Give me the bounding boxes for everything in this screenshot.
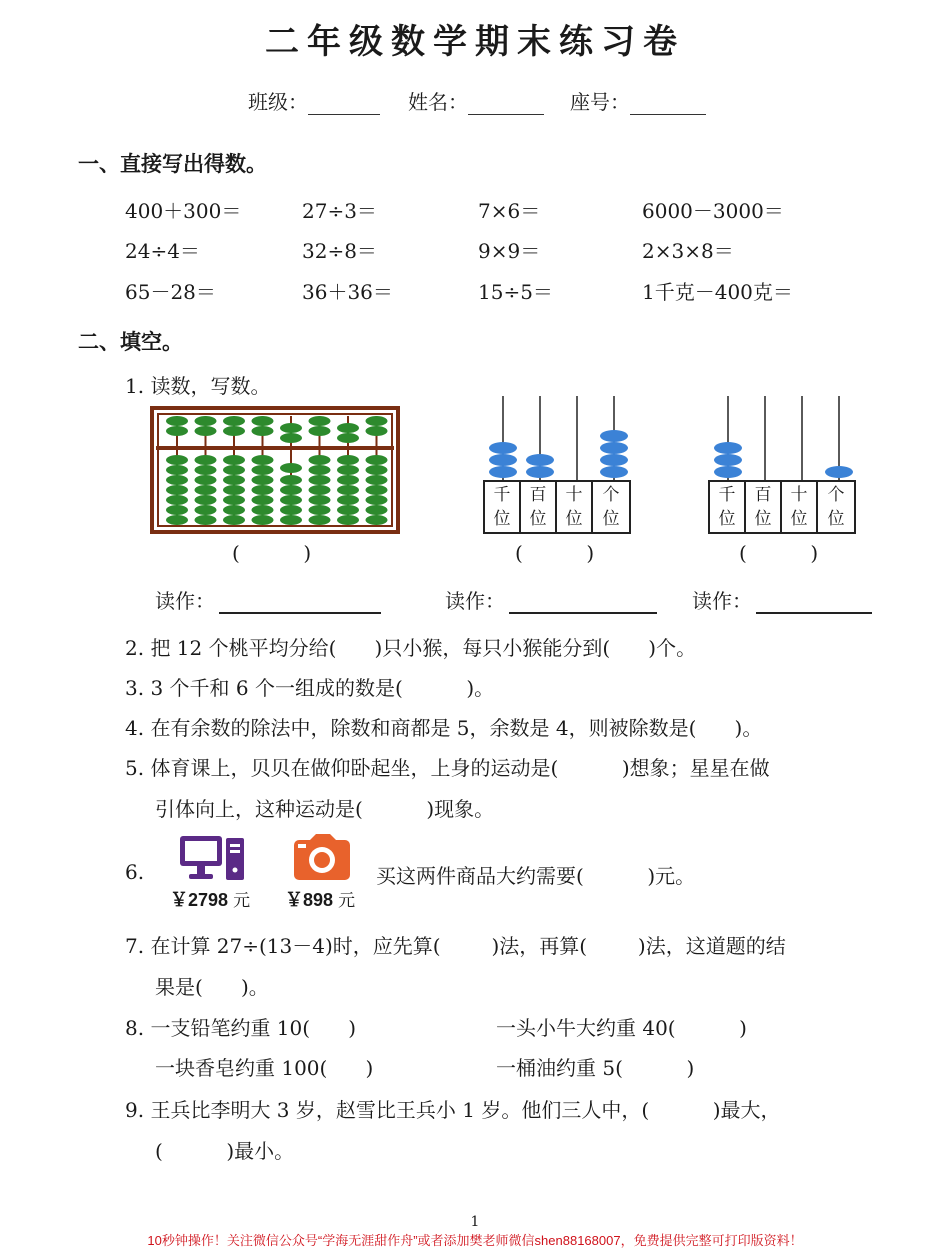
q1-text: 1. 读数，写数。 bbox=[125, 374, 271, 398]
abacus-bead bbox=[195, 485, 217, 495]
abacus-bead bbox=[195, 455, 217, 465]
read-blank[interactable] bbox=[219, 590, 381, 614]
calc-item: 400＋300＝ bbox=[125, 199, 242, 223]
place-thousands: 千 位 bbox=[485, 482, 521, 532]
abacus-bead bbox=[337, 423, 359, 433]
abacus-bead bbox=[223, 505, 245, 515]
abacus-bead bbox=[252, 515, 274, 525]
abacus-bead bbox=[252, 505, 274, 515]
place-value-box-1 bbox=[483, 480, 631, 534]
abacus-bead bbox=[223, 485, 245, 495]
abacus-bead bbox=[309, 426, 331, 436]
counter-frame-2-rods bbox=[705, 392, 865, 484]
q5-line2: 引体向上，这种运动是( )现象。 bbox=[155, 797, 495, 821]
abacus-bead bbox=[252, 426, 274, 436]
q7-line2: 果是( )。 bbox=[155, 975, 269, 999]
place-ones: 个 位 bbox=[827, 485, 845, 529]
section1-heading: 一、直接写出得数。 bbox=[78, 151, 267, 176]
calc-item: 1千克－400克＝ bbox=[642, 280, 793, 304]
abacus-bead bbox=[166, 495, 188, 505]
computer-price: ￥2798 元 bbox=[170, 890, 251, 910]
seat-blank[interactable] bbox=[630, 92, 706, 115]
abacus-bead bbox=[166, 515, 188, 525]
abacus-bead bbox=[280, 495, 302, 505]
read-label: 读作： bbox=[155, 589, 215, 613]
name-label: 姓名： bbox=[408, 90, 468, 114]
abacus-bead bbox=[309, 455, 331, 465]
abacus-bead bbox=[166, 455, 188, 465]
abacus-bead bbox=[252, 475, 274, 485]
abacus-bead bbox=[366, 475, 388, 485]
abacus-bead bbox=[309, 475, 331, 485]
place-ones: 个 位 bbox=[602, 485, 620, 529]
abacus-bead bbox=[280, 515, 302, 525]
abacus-bead bbox=[223, 465, 245, 475]
abacus-bead bbox=[223, 475, 245, 485]
counter-bead bbox=[714, 466, 742, 478]
counter-bead bbox=[714, 454, 742, 466]
abacus-bead bbox=[252, 455, 274, 465]
counter-bead bbox=[714, 442, 742, 454]
abacus-bead bbox=[195, 426, 217, 436]
abacus-bead bbox=[337, 465, 359, 475]
calc-item: 24÷4＝ bbox=[125, 239, 200, 263]
abacus-bead bbox=[195, 495, 217, 505]
abacus-bead bbox=[166, 485, 188, 495]
read-blank[interactable] bbox=[509, 590, 657, 614]
abacus-bead bbox=[280, 463, 302, 473]
abacus-bead bbox=[223, 495, 245, 505]
class-field bbox=[248, 86, 380, 115]
abacus-bead bbox=[366, 465, 388, 475]
abacus-bead bbox=[252, 495, 274, 505]
counter-bead bbox=[825, 466, 853, 478]
counter-bead bbox=[526, 466, 554, 478]
bead-abacus bbox=[150, 406, 400, 534]
abacus-bead bbox=[309, 505, 331, 515]
abacus-bead bbox=[280, 433, 302, 443]
read-label: 读作： bbox=[692, 589, 752, 613]
abacus-bead bbox=[223, 416, 245, 426]
abacus-bead bbox=[337, 485, 359, 495]
abacus-bead bbox=[166, 416, 188, 426]
place-thousands: 千 位 bbox=[710, 482, 746, 532]
counter-bead bbox=[600, 466, 628, 478]
abacus-bead bbox=[280, 475, 302, 485]
abacus-bead bbox=[280, 485, 302, 495]
q4-text: 4. 在有余数的除法中，除数和商都是 5，余数是 4，则被除数是( )。 bbox=[125, 716, 763, 740]
abacus-bead bbox=[309, 465, 331, 475]
page-number: 1 bbox=[470, 1214, 480, 1230]
place-hundreds: 百 位 bbox=[521, 482, 557, 532]
place-hundreds: 百 位 bbox=[746, 482, 782, 532]
abacus-bead bbox=[309, 515, 331, 525]
abacus-bead bbox=[252, 485, 274, 495]
abacus-frame bbox=[152, 408, 398, 532]
abacus-bead bbox=[337, 455, 359, 465]
abacus-bead bbox=[166, 426, 188, 436]
calc-item: 36＋36＝ bbox=[302, 280, 393, 304]
abacus-bead bbox=[195, 465, 217, 475]
q8-c: 一块香皂约重 100( ) bbox=[155, 1056, 374, 1080]
abacus-bead bbox=[366, 416, 388, 426]
abacus-bead bbox=[195, 515, 217, 525]
counter-bead bbox=[489, 466, 517, 478]
abacus-bead bbox=[166, 475, 188, 485]
counter-frame-1-rods bbox=[480, 392, 640, 484]
place-value-box-2 bbox=[708, 480, 856, 534]
abacus-bead bbox=[195, 505, 217, 515]
abacus-bead bbox=[309, 416, 331, 426]
abacus-bead bbox=[337, 475, 359, 485]
q8-b: 一头小牛大约重 40( ) bbox=[496, 1016, 747, 1040]
calc-item: 7×6＝ bbox=[478, 199, 541, 223]
abacus-bead bbox=[252, 465, 274, 475]
q6-text: 买这两件商品大约需要( )元。 bbox=[376, 864, 696, 888]
abacus-bead bbox=[366, 495, 388, 505]
abacus-bead bbox=[252, 416, 274, 426]
answer-paren-2[interactable]: ( ) bbox=[515, 541, 595, 565]
read-blank[interactable] bbox=[756, 590, 872, 614]
abacus-bead bbox=[223, 426, 245, 436]
calc-item: 65－28＝ bbox=[125, 280, 216, 304]
answer-paren-1[interactable]: ( ) bbox=[232, 541, 312, 565]
read-as-2 bbox=[445, 585, 657, 614]
abacus-bead bbox=[337, 515, 359, 525]
abacus-bead bbox=[337, 505, 359, 515]
q8-a: 8. 一支铅笔约重 10( ) bbox=[125, 1016, 356, 1040]
read-as-3 bbox=[692, 585, 872, 614]
place-tens: 十 位 bbox=[782, 482, 818, 532]
abacus-bead bbox=[280, 423, 302, 433]
computer-icon bbox=[178, 834, 248, 884]
q7-line1: 7. 在计算 27÷(13－4)时，应先算( )法，再算( )法，这道题的结 bbox=[125, 934, 786, 958]
camera-icon bbox=[292, 834, 352, 884]
counter-bead bbox=[526, 454, 554, 466]
abacus-bead bbox=[195, 475, 217, 485]
read-label: 读作： bbox=[445, 589, 505, 613]
abacus-bead bbox=[366, 426, 388, 436]
abacus-bead bbox=[223, 455, 245, 465]
counter-bead bbox=[600, 454, 628, 466]
class-blank[interactable] bbox=[308, 92, 380, 115]
abacus-bead bbox=[366, 515, 388, 525]
answer-paren-3[interactable]: ( ) bbox=[739, 541, 819, 565]
counter-bead bbox=[600, 430, 628, 442]
q3-text: 3. 3 个千和 6 个一组成的数是( )。 bbox=[125, 676, 495, 700]
q2-text: 2. 把 12 个桃平均分给( )只小猴，每只小猴能分到( )个。 bbox=[125, 636, 697, 660]
q5-line1: 5. 体育课上，贝贝在做仰卧起坐，上身的运动是( )想象；星星在做 bbox=[125, 756, 770, 780]
abacus-bead bbox=[309, 495, 331, 505]
calc-item: 27÷3＝ bbox=[302, 199, 377, 223]
abacus-bead bbox=[166, 505, 188, 515]
calc-item: 32÷8＝ bbox=[302, 239, 377, 263]
footer-notice: 10秒钟操作！关注微信公众号“学海无涯甜作舟”或者添加樊老师微信shen88168007，免费提供完整可打印版资料！ bbox=[147, 1233, 803, 1248]
abacus-bead bbox=[366, 455, 388, 465]
abacus-bead bbox=[166, 465, 188, 475]
abacus-bead bbox=[280, 505, 302, 515]
calc-item: 9×9＝ bbox=[478, 239, 541, 263]
q6-number: 6. bbox=[125, 860, 145, 884]
counter-bead bbox=[489, 442, 517, 454]
camera-price: ￥898 元 bbox=[285, 890, 356, 910]
calc-item: 6000－3000＝ bbox=[642, 199, 784, 223]
abacus-bead bbox=[337, 433, 359, 443]
abacus-bead bbox=[223, 515, 245, 525]
name-blank[interactable] bbox=[468, 92, 544, 115]
place-tens: 十 位 bbox=[557, 482, 593, 532]
page-title: 二年级数学期末练习卷 bbox=[265, 22, 685, 62]
abacus-bead bbox=[195, 416, 217, 426]
abacus-bead bbox=[366, 485, 388, 495]
calc-item: 15÷5＝ bbox=[478, 280, 553, 304]
seat-field bbox=[570, 86, 706, 115]
class-label: 班级： bbox=[248, 90, 308, 114]
name-field bbox=[408, 86, 544, 115]
q9-line2: ( )最小。 bbox=[155, 1139, 295, 1163]
seat-label: 座号： bbox=[570, 90, 630, 114]
q9-line1: 9. 王兵比李明大 3 岁，赵雪比王兵小 1 岁。他们三人中，( )最大， bbox=[125, 1098, 781, 1122]
counter-bead bbox=[489, 454, 517, 466]
abacus-bead bbox=[309, 485, 331, 495]
abacus-bead bbox=[366, 505, 388, 515]
abacus-bead bbox=[337, 495, 359, 505]
calc-item: 2×3×8＝ bbox=[642, 239, 734, 263]
counter-bead bbox=[600, 442, 628, 454]
section2-heading: 二、填空。 bbox=[78, 329, 183, 354]
q8-d: 一桶油约重 5( ) bbox=[496, 1056, 695, 1080]
read-as-1 bbox=[155, 585, 381, 614]
